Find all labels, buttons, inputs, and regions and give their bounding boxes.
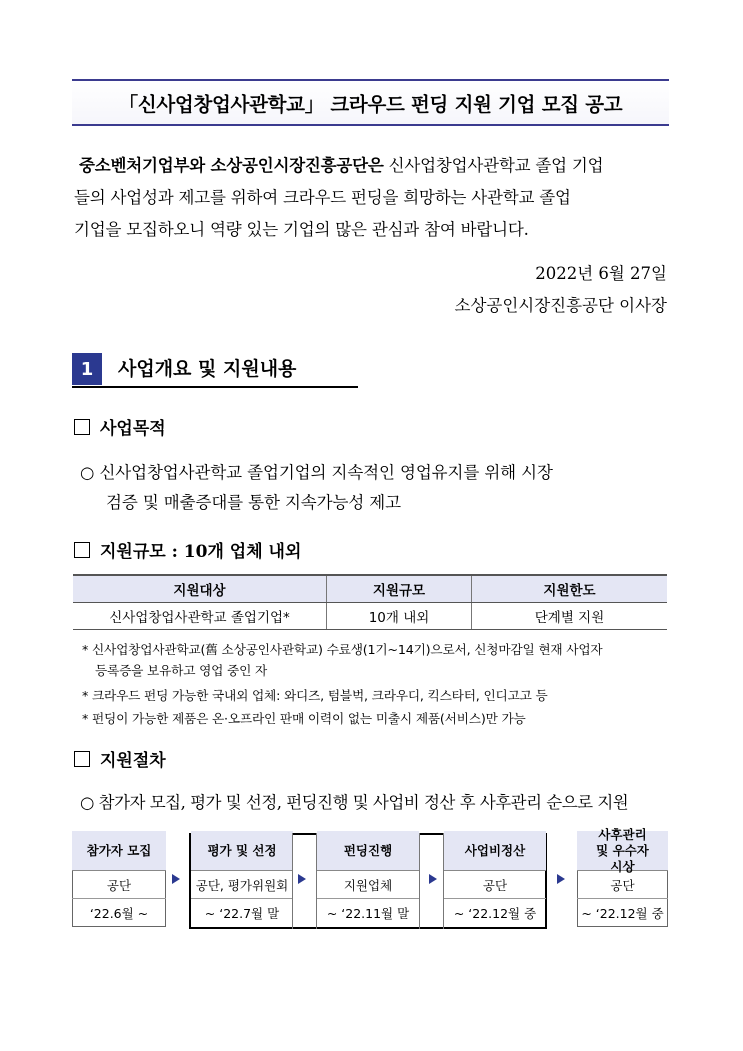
intro-bold: 중소벤처기업부와 소상공인시장진흥공단은: [79, 156, 384, 175]
table-cell: 신사업창업사관학교 졸업기업*: [73, 603, 327, 630]
checkbox-square-icon: [74, 751, 90, 767]
footnote-3: * 펀딩이 가능한 제품은 온·오프라인 판매 이력이 없는 미출시 제품(서비스)만 가능: [82, 711, 526, 726]
table-cell: 10개 내외: [327, 603, 472, 630]
stage-funding: [317, 831, 419, 927]
purpose-line-1: ○ 신사업창업사관학교 졸업기업의 지속적인 영업유지를 위해 시장: [80, 463, 553, 482]
stage-divider: [292, 833, 293, 929]
stage-aftercare: [577, 826, 668, 927]
stage-org: 공단: [444, 871, 546, 899]
stage-org: 지원업체: [317, 871, 419, 899]
stage-settlement: [444, 831, 546, 927]
section-title: 사업개요 및 지원내용: [118, 358, 297, 380]
intro-line-2: 들의 사업성과 제고를 위하여 크라우드 펀딩을 희망하는 사관학교 졸업: [74, 188, 571, 207]
arrow-right-icon: [298, 874, 306, 884]
arrow-right-icon: [172, 874, 180, 884]
scale-heading-text: 지원규모 : 10개 업체 내외: [100, 542, 302, 562]
stage-name: 사업비정산: [444, 831, 546, 871]
stage-org: 공단, 평가위원회: [191, 871, 293, 899]
stage-period: ~ ‘22.11월 말: [326, 906, 410, 921]
stage-divider: [419, 833, 420, 929]
purpose-heading: [74, 414, 166, 439]
notice-issuer: 소상공인시장진흥공단 이사장: [454, 296, 667, 315]
table-header: 지원대상: [73, 575, 327, 603]
support-table: [73, 574, 667, 630]
table-row: [73, 603, 667, 630]
stage-name: 사후관리 및 우수자 시상: [577, 831, 668, 871]
stage-period: ~ ‘22.12월 중: [453, 906, 537, 921]
footnote-2: * 크라우드 펀딩 가능한 국내외 업체: 와디즈, 텀블벅, 크라우디, 킥스타터, 인디고고 등: [82, 688, 548, 703]
stage-period: ‘22.6월 ~: [89, 906, 149, 921]
intro-line-3: 기업을 모집하오니 역량 있는 기업의 많은 관심과 참여 바랍니다.: [74, 220, 529, 239]
notice-date: 2022년 6월 27일: [535, 264, 667, 283]
stage-name: 펀딩진행: [317, 831, 419, 871]
stage-org: 공단: [72, 871, 166, 899]
intro-line-1-text: 신사업창업사관학교 졸업 기업: [383, 156, 604, 175]
procedure-heading-text: 지원절차: [100, 751, 166, 771]
scale-heading: [74, 537, 301, 562]
footnote-1-line-1: * 신사업창업사관학교(舊 소상공인사관학교) 수료생(1기~14기)으로서, 신청마감일 현재 사업자: [82, 642, 603, 657]
footnotes: [82, 641, 602, 728]
table-cell: 단계별 지원: [472, 603, 668, 630]
intro-paragraph: [74, 150, 603, 246]
table-header: 지원한도: [472, 575, 668, 603]
stage-recruit: [72, 831, 166, 927]
stage-period: ~ ‘22.12월 중: [581, 906, 664, 921]
checkbox-square-icon: [74, 542, 90, 558]
stage-period: ~ ‘22.7월 말: [204, 906, 280, 921]
procedure-heading: [74, 746, 166, 771]
table-header-row: [73, 575, 667, 603]
table-header: 지원규모: [327, 575, 472, 603]
purpose-heading-text: 사업목적: [100, 419, 166, 439]
checkbox-square-icon: [74, 419, 90, 435]
arrow-right-icon: [557, 874, 565, 884]
arrow-right-icon: [429, 874, 437, 884]
notice-title-bar: [72, 79, 669, 126]
footnote-1-line-2: 등록증을 보유하고 영업 중인 자: [95, 663, 268, 678]
stage-name: 참가자 모집: [72, 831, 166, 871]
section-number-badge: 1: [72, 353, 102, 385]
purpose-line-2: 검증 및 매출증대를 통한 지속가능성 제고: [106, 493, 401, 512]
procedure-description: ○ 참가자 모집, 평가 및 선정, 펀딩진행 및 사업비 정산 후 사후관리 순으로 지원: [80, 793, 629, 812]
notice-title: 「신사업창업사관학교」 크라우드 펀딩 지원 기업 모집 공고: [118, 92, 623, 116]
stage-evaluation: [191, 831, 293, 927]
stage-org: 공단: [577, 871, 668, 899]
stage-name: 평가 및 선정: [191, 831, 293, 871]
intro-line-1: [74, 150, 603, 182]
section-underline: [72, 386, 358, 388]
